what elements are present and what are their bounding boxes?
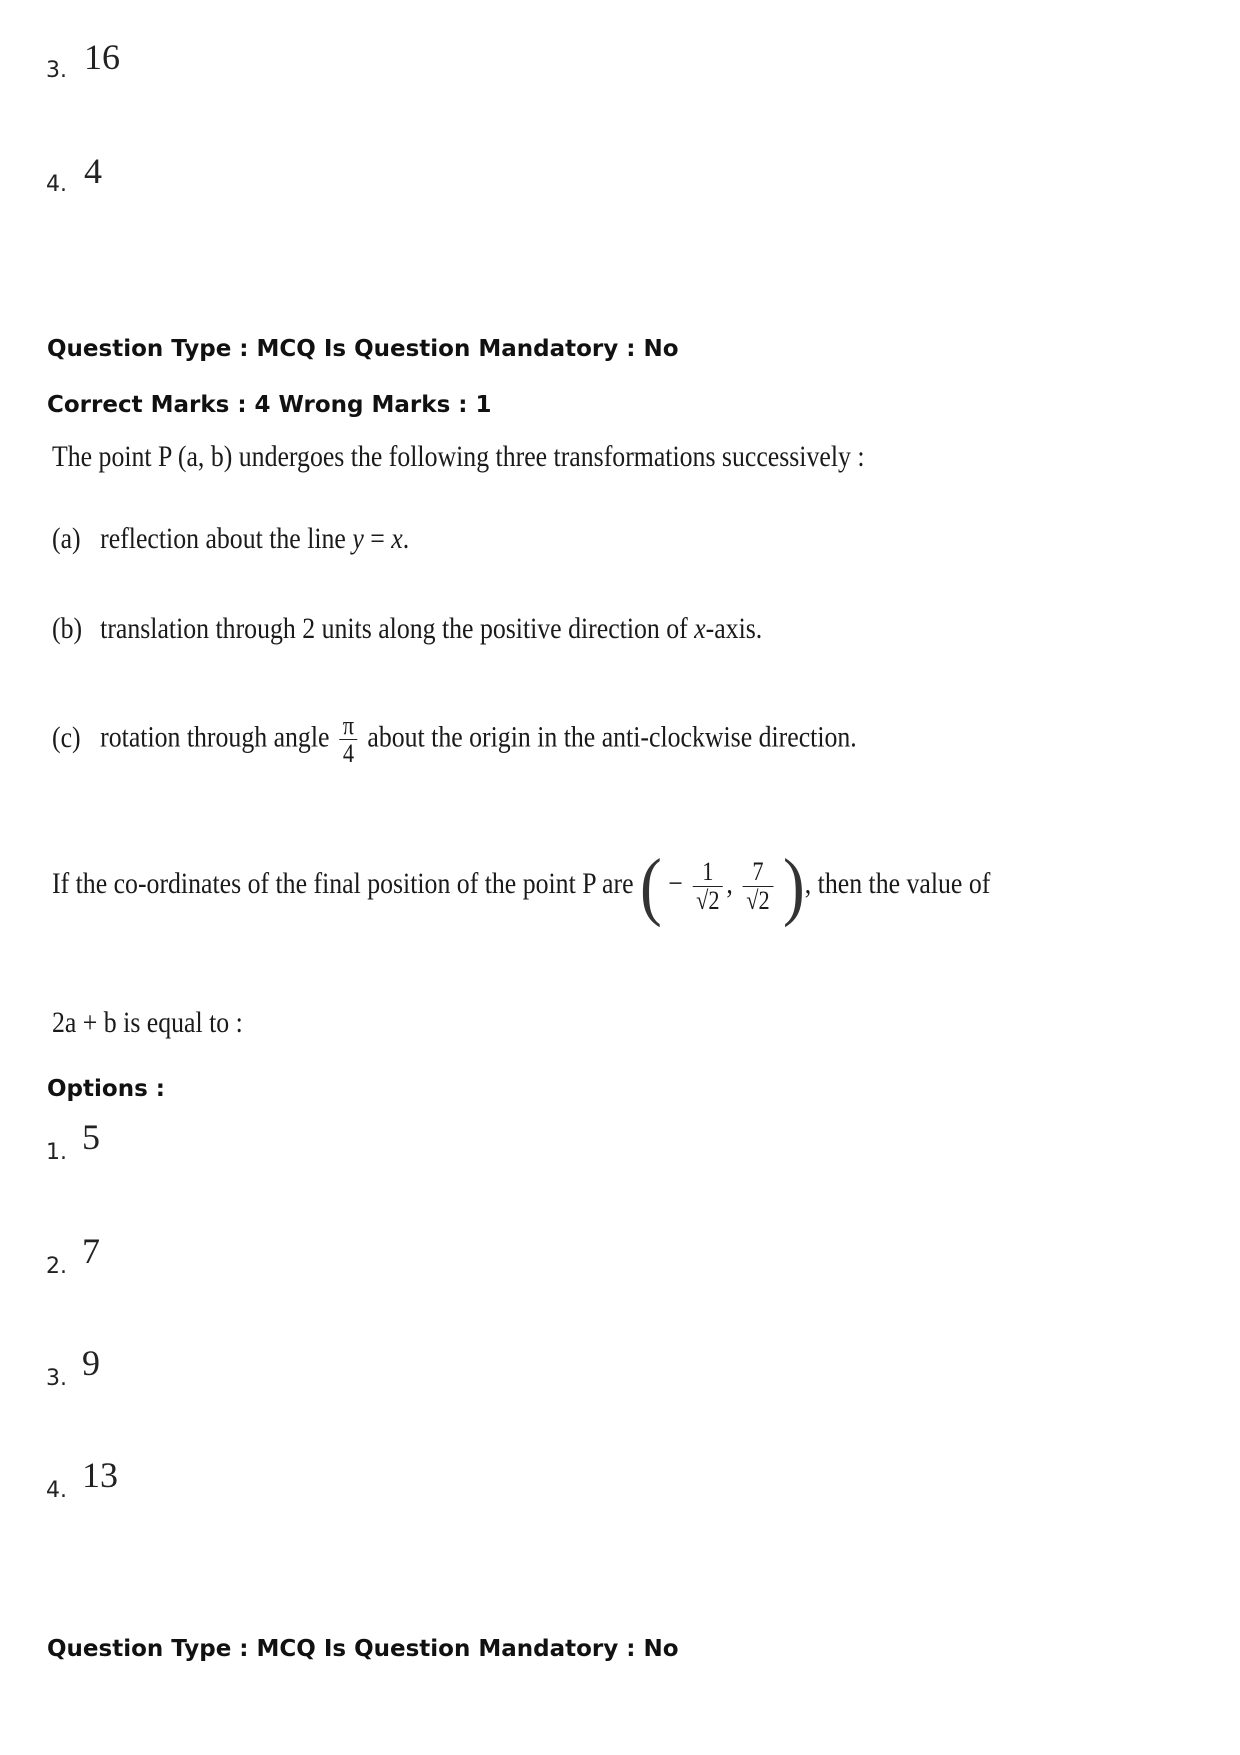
right-paren: ) [783, 844, 805, 928]
step-b-text: translation through 2 units along the positive direction of [100, 612, 695, 645]
option-number: 3. [46, 1366, 67, 1391]
option-number: 1. [46, 1140, 67, 1165]
y-denominator: √2 [746, 885, 770, 915]
step-c [52, 712, 857, 768]
next-question-type-line: Question Type : MCQ Is Question Mandatory : No [47, 1636, 679, 1662]
angle-denominator: 4 [342, 739, 355, 769]
step-a-text: reflection about the line [100, 522, 353, 555]
option-value: 4 [84, 151, 102, 191]
step-a-eq-mid: = [363, 522, 392, 555]
step-a-eq-y: y [352, 522, 364, 555]
option-value: 16 [84, 37, 120, 77]
final-comma: , [726, 866, 733, 900]
final-post: , then the value of [804, 866, 991, 900]
options-label: Options : [47, 1076, 165, 1102]
step-a-label: (a) [52, 522, 81, 555]
question-ask: 2a + b is equal to : [52, 1006, 243, 1039]
option-value: 5 [82, 1117, 100, 1157]
step-a [52, 522, 409, 556]
step-b-x: x [694, 612, 706, 645]
final-minus: − [668, 866, 683, 900]
step-b [52, 612, 762, 646]
x-numerator: 1 [693, 858, 723, 886]
step-a-end: . [402, 522, 410, 555]
option-value: 7 [82, 1231, 100, 1271]
question-intro: The point P (a, b) undergoes the following three transformations successively : [52, 440, 865, 473]
x-fraction [693, 858, 723, 914]
x-denominator: √2 [696, 885, 720, 915]
y-fraction [743, 858, 773, 914]
angle-fraction [339, 712, 357, 768]
final-position-line [52, 844, 991, 928]
step-c-end: about the origin in the anti-clockwise direction. [367, 720, 857, 754]
final-pre: If the co-ordinates of the final position of the point P are [52, 866, 634, 900]
y-numerator: 7 [743, 858, 773, 886]
step-a-eq-x: x [391, 522, 403, 555]
option-number: 2. [46, 1254, 67, 1279]
step-b-end: -axis. [705, 612, 763, 645]
marks-line: Correct Marks : 4 Wrong Marks : 1 [47, 392, 492, 418]
angle-numerator: π [339, 712, 357, 740]
question-type-line: Question Type : MCQ Is Question Mandatory : No [47, 336, 679, 362]
step-b-label: (b) [52, 612, 83, 645]
left-paren: ( [639, 844, 662, 928]
option-number: 3. [46, 58, 67, 83]
step-c-text: rotation through angle [100, 720, 330, 754]
option-number: 4. [46, 1478, 67, 1503]
step-c-label: (c) [52, 720, 81, 754]
option-value: 13 [82, 1455, 118, 1495]
option-number: 4. [46, 172, 67, 197]
option-value: 9 [82, 1343, 100, 1383]
